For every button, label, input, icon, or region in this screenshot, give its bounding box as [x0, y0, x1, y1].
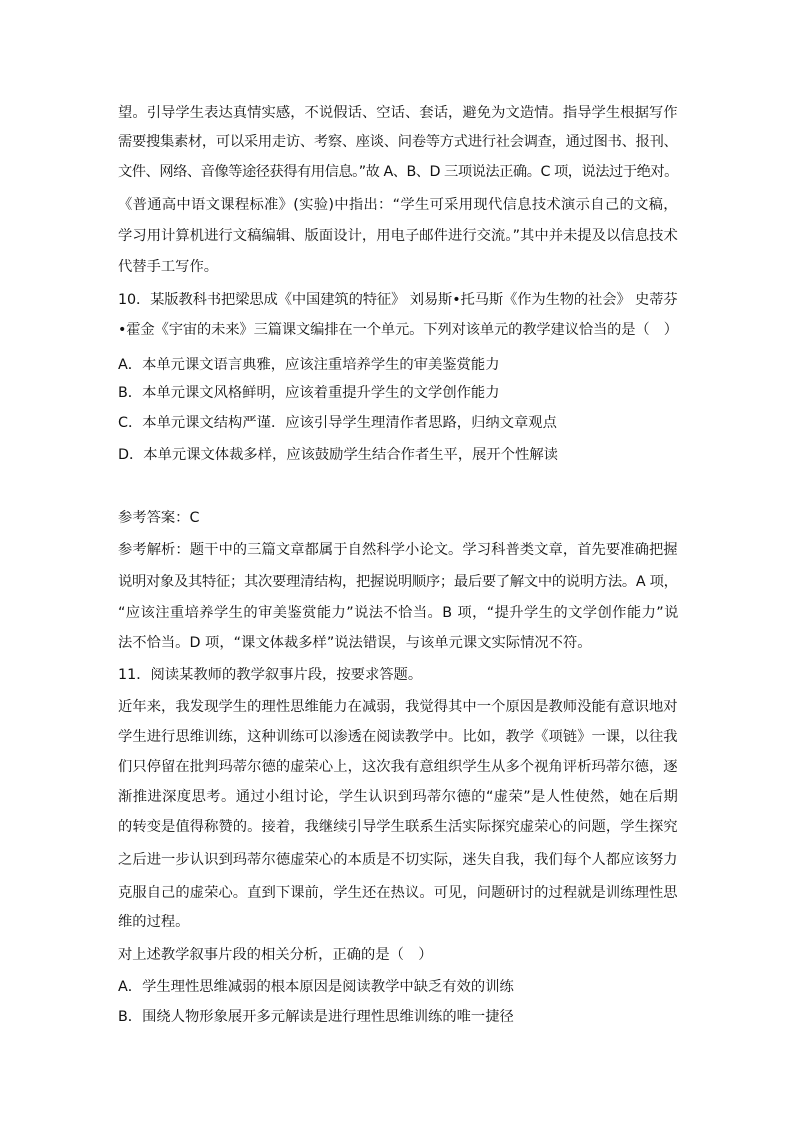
question-11-question: 对上述教学叙事片段的相关分析，正确的是（ ） [118, 947, 433, 963]
analysis-line: 望。引导学生表达真情实感，不说假话、空话、套话，避免为文造情。指导学生根据写作 [118, 105, 678, 121]
question-10-analysis: “应该注重培养学生的审美鉴赏能力”说法不恰当。B 项，“提升学生的文学创作能力”说 [118, 605, 679, 621]
question-10-answer: 参考答案：C [118, 510, 200, 526]
question-10-stem: •霍金《宇宙的未来》三篇课文编排在一个单元。下列对该单元的教学建议恰当的是（ ） [118, 322, 678, 338]
question-10-option-a: A．本单元课文语言典雅，应该注重培养学生的审美鉴赏能力 [118, 357, 500, 373]
question-10-option-c: C．本单元课文结构严谨．应该引导学生理清作者思路，归纳文章观点 [118, 415, 557, 431]
question-10-option-b: B．本单元课文风格鲜明，应该着重提升学生的文学创作能力 [118, 385, 500, 401]
analysis-line: 学习用计算机进行文稿编辑、版面设计，用电子邮件进行交流。”其中并未提及以信息技术 [118, 228, 678, 244]
question-11-passage: 之后进一步认识到玛蒂尔德虚荣心的本质是不切实际，迷失自我，我们每个人都应该努力 [118, 852, 678, 868]
question-11-passage: 维的过程。 [118, 914, 190, 930]
question-10-analysis: 法不恰当。D 项，“课文体裁多样”说法错误，与该单元课文实际情况不符。 [118, 635, 592, 651]
analysis-line: 需要搜集素材，可以采用走访、考察、座谈、问卷等方式进行社会调查，通过图书、报刊、 [118, 134, 678, 150]
question-11-option-b: B．围绕人物形象展开多元解读是进行理性思维训练的唯一捷径 [118, 1009, 514, 1025]
question-11-passage: 的转变是值得称赞的。接着，我继续引导学生联系生活实际探究虚荣心的问题，学生探究 [118, 819, 678, 835]
question-11-passage: 学生进行思维训练，这种训练可以渗透在阅读教学中。比如，教学《项链》一课，以往我 [118, 729, 678, 745]
question-10-option-d: D．本单元课文体裁多样，应该鼓励学生结合作者生平，展开个性解读 [118, 447, 558, 463]
question-10-stem: 10．某版教科书把梁思成《中国建筑的特征》 刘易斯•托马斯《作为生物的社会》 史蒂芬 [118, 292, 678, 308]
analysis-line: 文件、网络、音像等途径获得有用信息。”故 A、B、D 三项说法正确。C 项，说法过于绝对。 [118, 164, 678, 180]
question-11-passage: 们只停留在批判玛蒂尔德的虚荣心上，这次我有意组织学生从多个视角评析玛蒂尔德，逐 [118, 759, 678, 775]
question-10-analysis: 说明对象及其特征；其次要理清结构，把握说明顺序；最后要了解文中的说明方法。A 项， [118, 574, 678, 590]
analysis-line: 《普通高中语文课程标准》(实验)中指出：“学生可采用现代信息技术演示自己的文稿， [118, 197, 678, 213]
question-11-passage: 渐推进深度思考。通过小组讨论，学生认识到玛蒂尔德的“虚荣”是人性使然，她在后期 [118, 789, 679, 805]
question-11-stem: 11．阅读某教师的教学叙事片段，按要求答题。 [118, 667, 423, 683]
question-11-passage: 近年来，我发现学生的理性思维能力在减弱，我觉得其中一个原因是教师没能有意识地对 [118, 699, 678, 715]
question-11-option-a: A．学生理性思维减弱的根本原因是阅读教学中缺乏有效的训练 [118, 979, 514, 995]
analysis-line: 代替手工写作。 [118, 259, 219, 275]
question-11-passage: 克服自己的虚荣心。直到下课前，学生还在热议。可见，问题研讨的过程就是训练理性思 [118, 885, 678, 901]
question-10-analysis: 参考解析：题干中的三篇文章都属于自然科学小论文。学习科普类文章，首先要准确把握 [118, 542, 678, 558]
